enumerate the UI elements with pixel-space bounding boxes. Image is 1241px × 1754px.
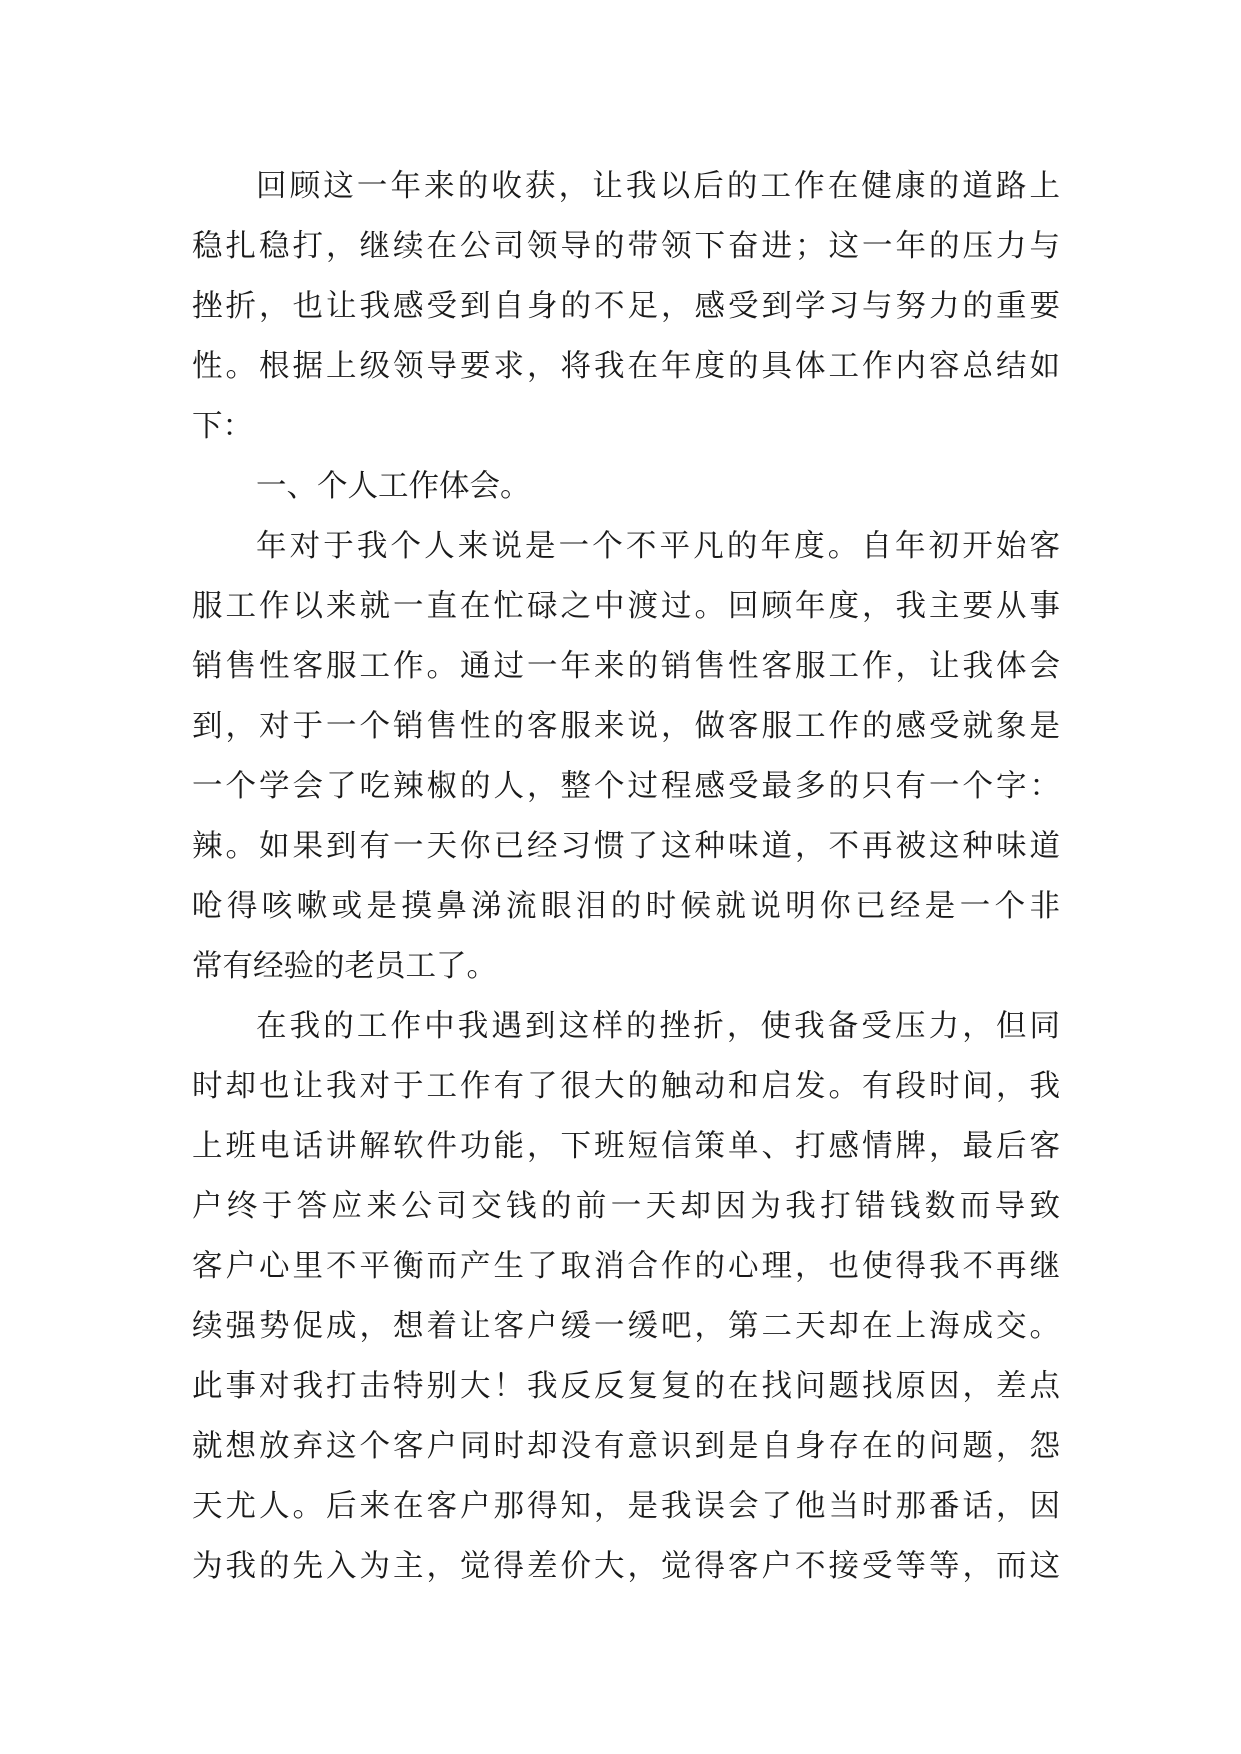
text-line: 为我的先入为主，觉得差价大，觉得客户不接受等等，而这 [192,1549,1060,1584]
text-line: 呛得咳嗽或是摸鼻涕流眼泪的时候就说明你已经是一个非 [192,889,1060,924]
text-line: 时却也让我对于工作有了很大的触动和启发。有段时间，我 [192,1069,1060,1104]
text-line: 天尤人。后来在客户那得知，是我误会了他当时那番话，因 [192,1489,1060,1524]
text-line: 就想放弃这个客户同时却没有意识到是自身存在的问题，怨 [192,1429,1060,1464]
section-title: 一、个人工作体会。 [256,469,531,504]
text-line: 年对于我个人来说是一个不平凡的年度。自年初开始客 [256,529,1060,564]
text-line: 稳扎稳打，继续在公司领导的带领下奋进；这一年的压力与 [192,229,1060,264]
text-line: 一个学会了吃辣椒的人，整个过程感受最多的只有一个字： [192,769,1060,804]
document-body [192,157,1060,1597]
text-line: 到，对于一个销售性的客服来说，做客服工作的感受就象是 [192,709,1060,744]
text-line: 常有经验的老员工了。 [192,949,497,984]
text-line: 性。根据上级领导要求，将我在年度的具体工作内容总结如 [192,349,1060,384]
text-line: 销售性客服工作。通过一年来的销售性客服工作，让我体会 [192,649,1060,684]
text-line: 客户心里不平衡而产生了取消合作的心理，也使得我不再继 [192,1249,1060,1284]
text-line: 上班电话讲解软件功能，下班短信策单、打感情牌，最后客 [192,1129,1060,1164]
text-line: 户终于答应来公司交钱的前一天却因为我打错钱数而导致 [192,1189,1060,1224]
text-line: 续强势促成，想着让客户缓一缓吧，第二天却在上海成交。 [192,1309,1060,1344]
text-line: 服工作以来就一直在忙碌之中渡过。回顾年度，我主要从事 [192,589,1060,624]
text-line: 挫折，也让我感受到自身的不足，感受到学习与努力的重要 [192,289,1060,324]
text-line: 辣。如果到有一天你已经习惯了这种味道，不再被这种味道 [192,829,1060,864]
text-line: 下： [192,409,253,444]
paragraph-setback [192,997,1060,1597]
text-line: 在我的工作中我遇到这样的挫折，使我备受压力，但同 [256,1009,1060,1044]
paragraph-experience [192,517,1060,997]
text-line: 回顾这一年来的收获，让我以后的工作在健康的道路上 [256,169,1060,204]
section-heading [192,457,1060,517]
paragraph-intro [192,157,1060,457]
text-line: 此事对我打击特别大！我反反复复的在找问题找原因，差点 [192,1369,1060,1404]
